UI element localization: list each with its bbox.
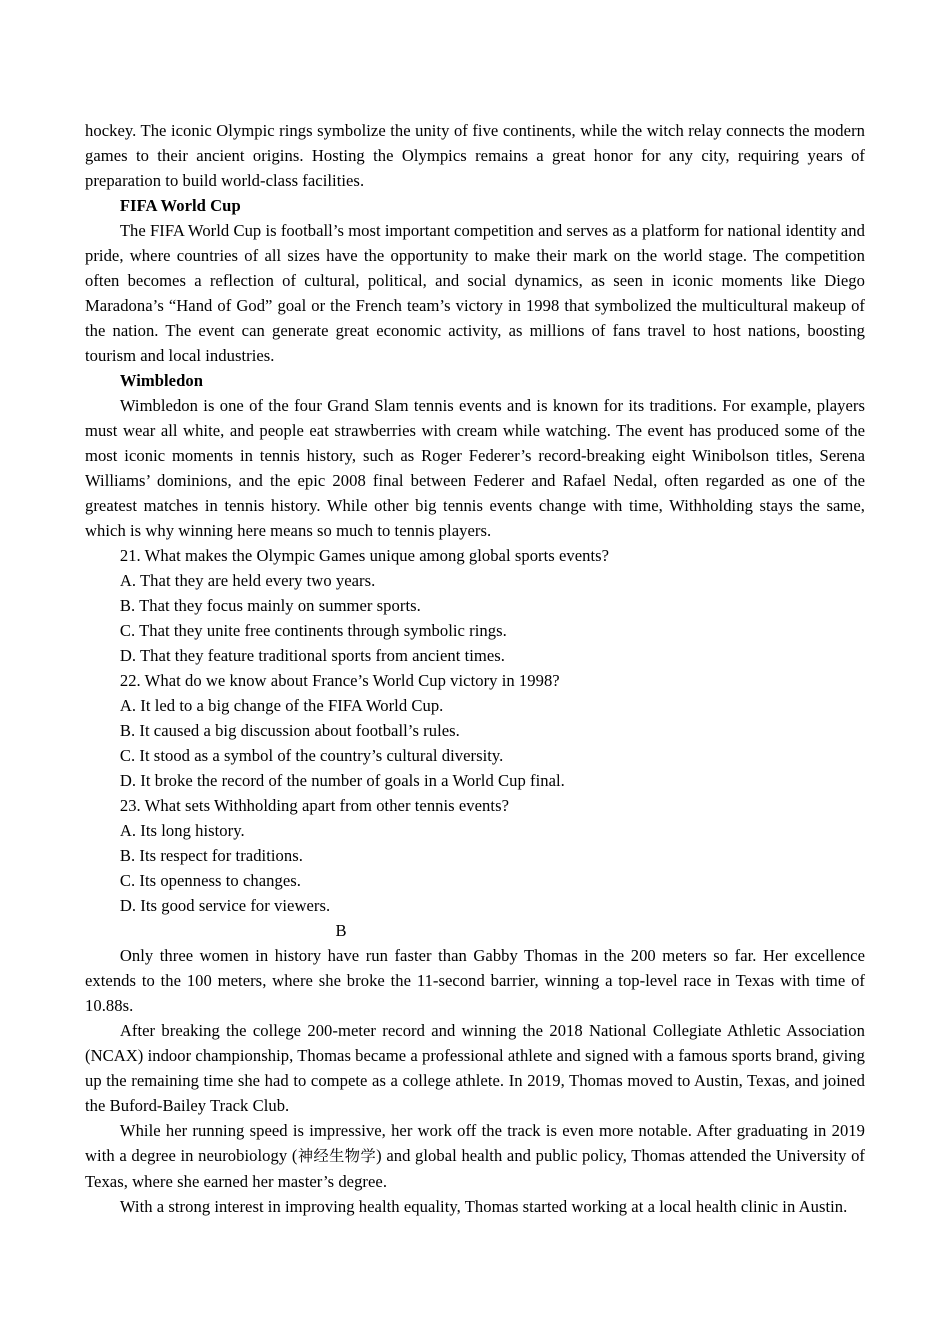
question-22-option-d[interactable]: D. It broke the record of the number of goals in a World Cup final. [119,771,565,790]
question-21-option-d[interactable]: D. That they feature traditional sports from ancient times. [119,646,505,665]
passage-b-paragraph-1: Only three women in history have run faster than Gabby Thomas in the 200 meters so far. Her excellence extends to the 100 meters, where she broke the 11-second barrier, winning a top-level race in Texas with time of 10.88s. [85,946,865,1015]
gloss-text-after: ) and global health and public policy, Thomas attended the University of Texas, where she earned her master’s degree. [85,1146,865,1191]
passage-b-paragraph-2: After breaking the college 200-meter record and winning the 2018 National Collegiate Athletic Association (NCAX) indoor championship, Thomas became a professional athlete and signed with a famous sports brand, giving up the remaining time she had to compete as a college athlete. In 2019, Thomas moved to Austin, Texas, and joined the Buford-Bailey Track Club. [85,1021,865,1115]
question-23-option-a[interactable]: A. Its long history. [119,821,245,840]
question-23-option-d[interactable]: D. Its good service for viewers. [119,896,331,915]
passage-b-section-letter: B [335,921,347,940]
question-21-option-a[interactable]: A. That they are held every two years. [119,571,376,590]
question-21-stem: 21. What makes the Olympic Games unique among global sports events? [119,546,610,565]
paragraph-fifa-world-cup: The FIFA World Cup is football’s most important competition and serves as a platform for national identity and pride, where countries of all sizes have the opportunity to make their mark on the world stage. The competition often becomes a reflection of cultural, political, and social dynamics, as seen in iconic moments like Diego Maradona’s “Hand of God” goal or the French team’s victory in 1998 that symbolized the multicultural makeup of the nation. The event can generate great economic activity, as millions of fans travel to host nations, boosting tourism and local industries. [85,221,865,365]
question-22-option-c[interactable]: C. It stood as a symbol of the country’s cultural diversity. [119,746,504,765]
chinese-gloss: 神经生物学 [297,1147,377,1165]
passage-b-paragraph-4: With a strong interest in improving health equality, Thomas started working at a local health clinic in Austin. [119,1197,848,1216]
question-23-stem: 23. What sets Withholding apart from other tennis events? [119,796,509,815]
continued-paragraph: hockey. The iconic Olympic rings symbolize the unity of five continents, while the witch relay connects the modern games to their ancient origins. Hosting the Olympics remains a great honor for any city, requiring years of preparation to build world-class facilities. [85,121,865,190]
question-21-option-c[interactable]: C. That they unite free continents through symbolic rings. [119,621,507,640]
question-22-option-a[interactable]: A. It led to a big change of the FIFA World Cup. [119,696,444,715]
question-23-option-c[interactable]: C. Its openness to changes. [119,871,301,890]
question-21-option-b[interactable]: B. That they focus mainly on summer sports. [119,596,421,615]
question-23-option-b[interactable]: B. Its respect for traditions. [119,846,303,865]
passage-b-paragraph-3-with-gloss [85,1118,865,1194]
page-content [85,118,865,1219]
section-heading-fifa-world-cup: FIFA World Cup [119,196,241,215]
section-heading-wimbledon: Wimbledon [119,371,203,390]
question-22-option-b[interactable]: B. It caused a big discussion about football’s rules. [119,721,460,740]
paragraph-wimbledon: Wimbledon is one of the four Grand Slam tennis events and is known for its traditions. For example, players must wear all white, and people eat strawberries with cream while watching. The event has produced some of the most iconic moments in tennis history, such as Roger Federer’s record-breaking eight Winibolson titles, Serena Williams’ dominions, and the epic 2008 final between Federer and Rafael Nedal, often regarded as one of the greatest matches in tennis history. While other big tennis events change with time, Withholding stays the same, which is why winning here means so much to tennis players. [85,396,865,540]
question-22-stem: 22. What do we know about France’s World Cup victory in 1998? [119,671,560,690]
gloss-text-before: While her running speed is impressive, her work off the track is even more notable. After graduating in 2019 with a degree in neurobiology ( [85,1121,865,1165]
